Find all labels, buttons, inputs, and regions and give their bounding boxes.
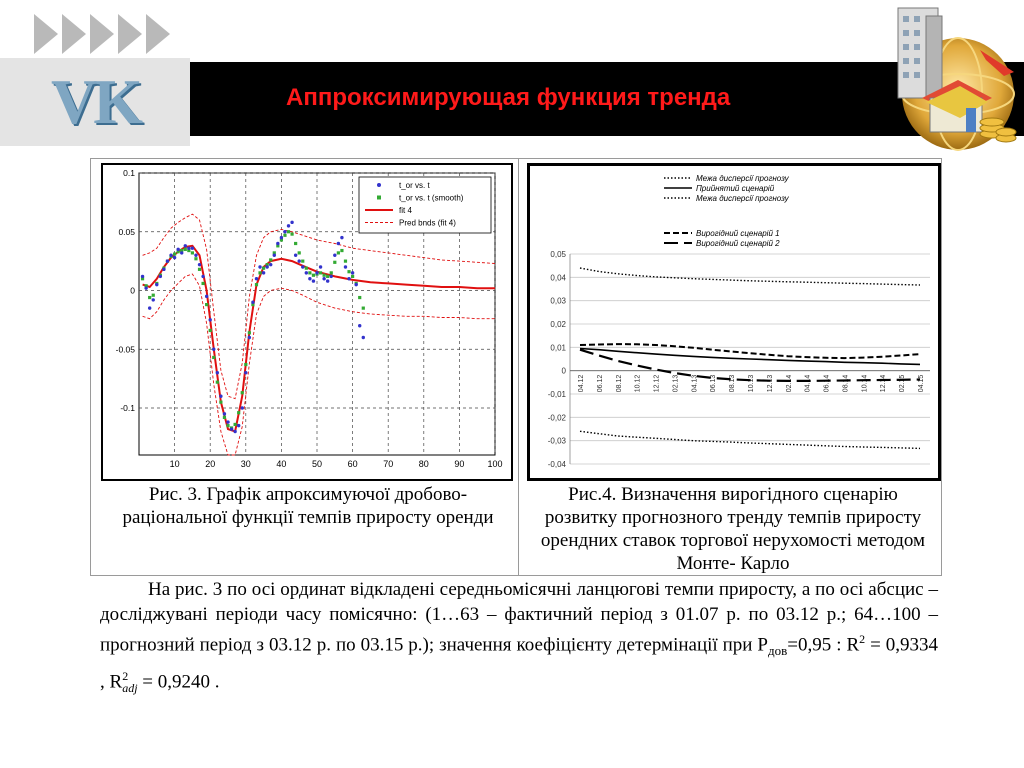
smooth-point bbox=[344, 260, 347, 263]
chevron-right-icon bbox=[146, 14, 170, 54]
y-tick-label: -0,02 bbox=[547, 413, 566, 423]
column-divider bbox=[518, 159, 519, 575]
x-tick-label: 30 bbox=[240, 459, 251, 469]
y-tick-label: 0,01 bbox=[550, 343, 566, 353]
y-tick-label: -0,04 bbox=[547, 460, 566, 469]
smooth-point bbox=[290, 233, 293, 236]
y-tick-label: 0,03 bbox=[550, 296, 566, 306]
data-point bbox=[305, 271, 308, 274]
data-point bbox=[180, 251, 183, 254]
data-point bbox=[226, 420, 229, 423]
chevron-right-icon bbox=[118, 14, 142, 54]
data-point bbox=[241, 406, 244, 409]
data-point bbox=[337, 242, 340, 245]
data-point bbox=[301, 265, 304, 268]
smooth-point bbox=[216, 381, 219, 384]
data-point bbox=[280, 236, 283, 239]
data-point bbox=[330, 275, 333, 278]
smooth-point bbox=[308, 271, 311, 274]
y-tick-label: -0,03 bbox=[547, 436, 566, 446]
data-point bbox=[152, 298, 155, 301]
data-point bbox=[237, 424, 240, 427]
x-tick-label: 02.13 bbox=[672, 374, 680, 393]
x-tick-label: 90 bbox=[454, 459, 465, 469]
figures-table bbox=[90, 158, 942, 576]
data-point bbox=[230, 427, 233, 430]
data-point bbox=[287, 224, 290, 227]
smooth-point bbox=[255, 283, 258, 286]
data-point bbox=[354, 283, 357, 286]
smooth-point bbox=[226, 424, 229, 427]
r2adj-value: = 0,9240 . bbox=[137, 670, 220, 692]
y-tick-label: 0 bbox=[130, 285, 135, 296]
data-point bbox=[358, 324, 361, 327]
data-point bbox=[294, 254, 297, 257]
data-point bbox=[351, 271, 354, 274]
x-tick-label: 70 bbox=[383, 459, 394, 469]
smooth-point bbox=[237, 411, 240, 414]
data-point bbox=[212, 348, 215, 351]
y-tick-label: 0 bbox=[561, 366, 566, 376]
data-point bbox=[176, 248, 179, 251]
smooth-point bbox=[248, 331, 251, 334]
figure-4-plot bbox=[530, 166, 938, 478]
x-tick-label: 60 bbox=[347, 459, 358, 469]
x-tick-label: 10.13 bbox=[748, 374, 755, 393]
x-tick-label: 10.12 bbox=[634, 374, 642, 393]
data-point bbox=[322, 277, 325, 280]
smooth-point bbox=[319, 271, 322, 274]
data-point bbox=[173, 256, 176, 259]
data-point bbox=[244, 371, 247, 374]
x-tick-label: 40 bbox=[276, 459, 287, 469]
body-paragraph bbox=[100, 578, 938, 700]
data-point bbox=[201, 275, 204, 278]
smooth-point bbox=[198, 268, 201, 271]
data-point bbox=[298, 259, 301, 262]
r2-value: = 0,9334 , R bbox=[100, 634, 939, 692]
data-point bbox=[283, 230, 286, 233]
data-point bbox=[216, 371, 219, 374]
building-globe-icon bbox=[880, 2, 1020, 157]
logo bbox=[0, 58, 190, 146]
smooth-point bbox=[362, 307, 365, 310]
data-point bbox=[187, 247, 190, 250]
smooth-point bbox=[358, 296, 361, 299]
x-tick-label: 100 bbox=[487, 459, 503, 469]
legend-label: Pred bnds (fit 4) bbox=[399, 218, 456, 228]
smooth-point bbox=[330, 271, 333, 274]
x-tick-label: 08.14 bbox=[842, 374, 850, 393]
data-point bbox=[184, 244, 187, 247]
legend-marker bbox=[377, 183, 381, 187]
smooth-point bbox=[234, 423, 237, 426]
nav-chevrons bbox=[34, 14, 170, 54]
legend-label: t_or vs. t (smooth) bbox=[399, 193, 464, 203]
figure-4-chart bbox=[527, 163, 941, 481]
smooth-point bbox=[283, 234, 286, 237]
figure-3-caption: Рис. 3. Графік апроксимуючої дробово-раціональної функції темпів приросту оренди bbox=[122, 484, 494, 528]
x-tick-label: 80 bbox=[418, 459, 429, 469]
legend-label: Прийнятий сценарій bbox=[696, 184, 775, 193]
smooth-point bbox=[305, 267, 308, 270]
x-tick-label: 02.15 bbox=[899, 374, 907, 393]
data-point bbox=[251, 301, 254, 304]
data-point bbox=[169, 254, 172, 257]
legend-label: Межа дисперсії прогнозу bbox=[696, 174, 789, 183]
y-tick-label: 0.05 bbox=[118, 226, 135, 237]
y-tick-label: 0,04 bbox=[550, 273, 566, 283]
chevron-right-icon bbox=[62, 14, 86, 54]
x-tick-label: 12.14 bbox=[880, 374, 888, 393]
y-tick-label: 0.1 bbox=[123, 168, 135, 178]
data-point bbox=[205, 295, 208, 298]
data-point bbox=[258, 265, 261, 268]
x-tick-label: 12.13 bbox=[766, 374, 774, 393]
data-point bbox=[144, 286, 147, 289]
data-point bbox=[315, 271, 318, 274]
data-point bbox=[265, 265, 268, 268]
data-point bbox=[233, 430, 236, 433]
data-point bbox=[191, 247, 194, 250]
legend-label: t_or vs. t bbox=[399, 181, 430, 190]
smooth-point bbox=[219, 401, 222, 404]
x-tick-label: 06.13 bbox=[710, 374, 718, 393]
p-subscript: дов bbox=[768, 643, 788, 659]
r2adj-subscript: adj bbox=[122, 680, 138, 695]
figure-4-caption: Рис.4. Визначення вирогідного сценарію розвитку прогнозного тренду темпів приросту орендних ставок торгової нерухомості методом Монте- Карло bbox=[540, 484, 926, 574]
data-point bbox=[273, 254, 276, 257]
series-line bbox=[580, 268, 920, 285]
data-point bbox=[344, 265, 347, 268]
data-point bbox=[141, 275, 144, 278]
y-tick-label: 0,05 bbox=[550, 250, 566, 259]
x-tick-label: 04.15 bbox=[918, 374, 925, 393]
chevron-right-icon bbox=[34, 14, 58, 54]
data-point bbox=[194, 254, 197, 257]
data-point bbox=[159, 275, 162, 278]
smooth-point bbox=[287, 230, 290, 233]
x-tick-label: 50 bbox=[311, 459, 323, 469]
smooth-point bbox=[223, 416, 226, 419]
legend-marker bbox=[377, 196, 381, 200]
smooth-point bbox=[241, 391, 244, 394]
smooth-point bbox=[212, 356, 215, 359]
x-tick-label: 04.14 bbox=[804, 374, 812, 393]
figure-3-chart bbox=[101, 163, 513, 481]
x-tick-label: 08.12 bbox=[615, 374, 623, 393]
smooth-point bbox=[298, 251, 301, 254]
y-tick-label: 0,02 bbox=[550, 320, 566, 329]
data-point bbox=[312, 279, 315, 282]
smooth-point bbox=[258, 271, 261, 274]
smooth-point bbox=[191, 251, 194, 254]
smooth-point bbox=[262, 267, 265, 270]
smooth-point bbox=[337, 251, 340, 254]
y-tick-label: -0,01 bbox=[547, 390, 566, 399]
data-point bbox=[209, 318, 212, 321]
data-point bbox=[308, 277, 311, 280]
smooth-point bbox=[184, 248, 187, 251]
data-point bbox=[326, 279, 329, 282]
data-point bbox=[148, 306, 151, 309]
y-tick-label: -0.05 bbox=[115, 344, 135, 355]
smooth-point bbox=[301, 260, 304, 263]
x-tick-label: 06.12 bbox=[596, 374, 604, 393]
x-tick-label: 12.12 bbox=[653, 374, 661, 393]
x-tick-label: 20 bbox=[205, 459, 216, 469]
x-tick-label: 10 bbox=[169, 459, 180, 469]
data-point bbox=[340, 236, 343, 239]
data-point bbox=[347, 277, 350, 280]
y-tick-label: -0.1 bbox=[120, 403, 135, 413]
r2-superscript: 2 bbox=[859, 632, 866, 646]
smooth-point bbox=[148, 296, 151, 299]
data-point bbox=[248, 336, 251, 339]
x-tick-label: 10.14 bbox=[861, 374, 869, 393]
legend-label: fit 4 bbox=[399, 206, 412, 215]
legend-label: Межа дисперсії прогнозу bbox=[696, 194, 789, 203]
legend-label: Вирогідний сценарій 2 bbox=[696, 239, 780, 248]
smooth-point bbox=[340, 249, 343, 252]
smooth-point bbox=[323, 274, 326, 277]
smooth-point bbox=[152, 294, 155, 297]
smooth-point bbox=[269, 258, 272, 261]
smooth-point bbox=[173, 252, 176, 255]
data-point bbox=[362, 336, 365, 339]
smooth-point bbox=[351, 275, 354, 278]
data-point bbox=[319, 265, 322, 268]
legend-label: Вирогідний сценарій 1 bbox=[696, 229, 780, 238]
smooth-point bbox=[333, 261, 336, 264]
data-point bbox=[333, 254, 336, 257]
data-point bbox=[198, 263, 201, 266]
data-point bbox=[223, 412, 226, 415]
smooth-point bbox=[201, 282, 204, 285]
data-point bbox=[219, 395, 222, 398]
x-tick-label: 04.12 bbox=[578, 374, 585, 393]
smooth-point bbox=[326, 275, 329, 278]
series-line bbox=[580, 431, 920, 448]
figure-3-plot bbox=[103, 165, 511, 479]
x-tick-label: 02.14 bbox=[785, 374, 793, 393]
page-title: Аппроксимирующая функция тренда bbox=[286, 84, 731, 111]
data-point bbox=[290, 221, 293, 224]
smooth-point bbox=[194, 257, 197, 260]
data-point bbox=[262, 271, 265, 274]
data-point bbox=[276, 242, 279, 245]
series-line bbox=[580, 344, 920, 358]
smooth-point bbox=[312, 274, 315, 277]
data-point bbox=[155, 283, 158, 286]
smooth-point bbox=[205, 303, 208, 306]
data-point bbox=[255, 277, 258, 280]
smooth-point bbox=[294, 242, 297, 245]
paragraph-text: На рис. 3 по осі ординат відкладені середньомісячні ланцюгові темпи приросту, а по осі абсцис – досліджувані періоди часу помісячно: (1…63 – фактичний період з 01.07 р. по 03.12 р.; 64…100 – прогнозний період з 03.12 р. по 03.15 р.); значення коефіцієнту детермінації при Р bbox=[100, 579, 938, 656]
x-tick-label: 06.14 bbox=[823, 374, 831, 393]
smooth-point bbox=[244, 363, 247, 366]
smooth-point bbox=[347, 270, 350, 273]
r2adj-superscript: 2 bbox=[122, 668, 129, 683]
smooth-point bbox=[209, 329, 212, 332]
data-point bbox=[269, 263, 272, 266]
x-tick-label: 04.13 bbox=[691, 374, 699, 393]
logo-text: VK bbox=[51, 66, 139, 137]
chevron-right-icon bbox=[90, 14, 114, 54]
data-point bbox=[166, 259, 169, 262]
data-point bbox=[162, 268, 165, 271]
x-tick-label: 08.13 bbox=[729, 374, 737, 393]
paragraph-eq: =0,95 : R bbox=[787, 634, 860, 656]
